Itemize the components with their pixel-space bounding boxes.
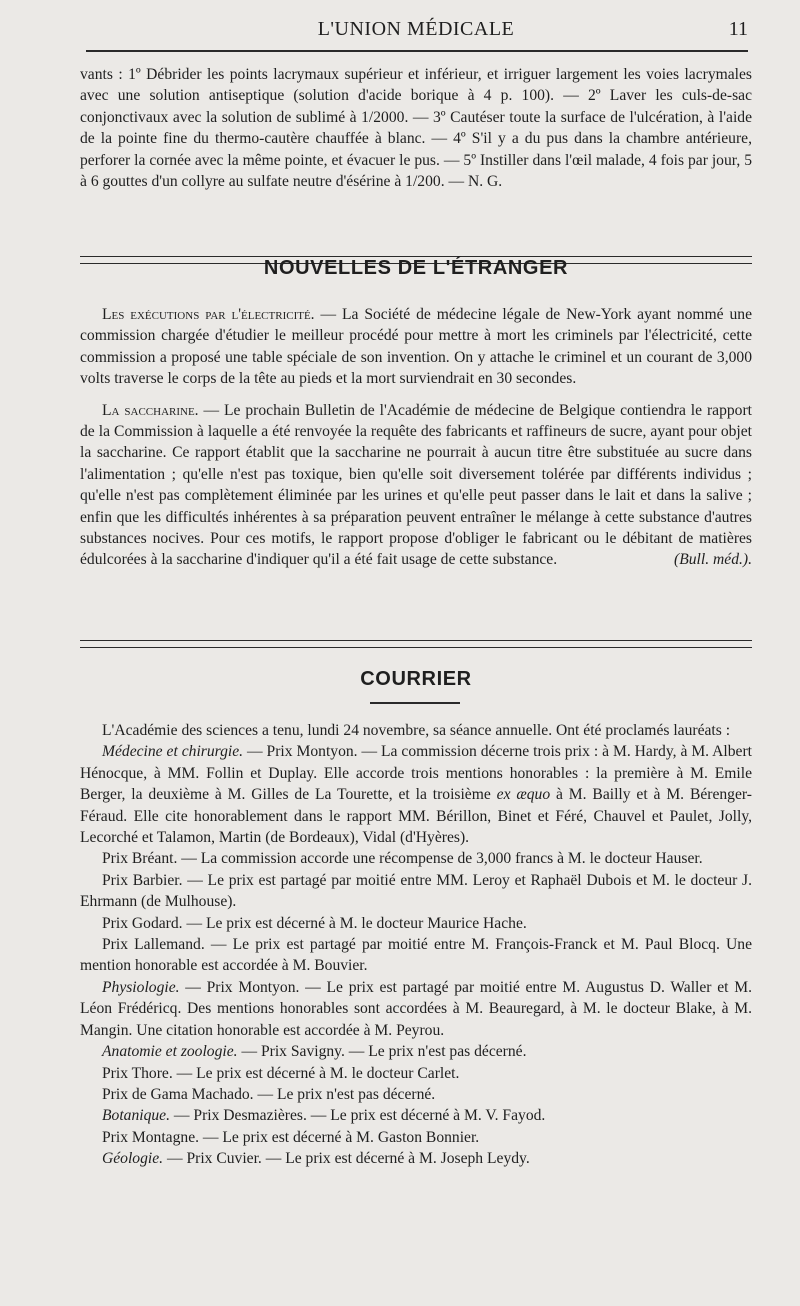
courrier-physiologie — [80, 977, 752, 1041]
courrier-breant: Prix Bréant. — La commission accorde une récompense de 3,000 francs à M. le docteur Hauser. — [102, 850, 703, 868]
anatomie-label: Anatomie et zoologie. — [102, 1043, 238, 1061]
section-divider-2 — [80, 640, 752, 648]
anatomie-text: — Prix Savigny. — Le prix n'est pas décerné. — [237, 1043, 527, 1061]
botanique-text: — Prix Desmazières. — Le prix est décerné à M. V. Fayod. — [170, 1107, 546, 1125]
courrier-anatomie — [80, 1041, 752, 1062]
ex-aequo: ex æquo — [496, 786, 551, 804]
running-header — [78, 14, 754, 48]
header-rule — [86, 50, 748, 52]
etranger-paragraph-1 — [80, 304, 752, 390]
etranger-p1-lead: Les exécutions par l'électricité. — [102, 306, 315, 323]
courrier-botanique — [80, 1105, 752, 1126]
medecine-label: Médecine et chirurgie. — [102, 743, 244, 761]
etranger-p2-source: (Bull. méd.). — [674, 551, 752, 569]
etranger-p1-text: — La Société de médecine légale de New-York ayant nommé une commission chargée d'étudier le meilleur procédé pour mettre à mort les criminels par l'électricité, cette commission a proposé une table spéciale de son invention. On y attache le criminel et un courant de 3,000 volts traverse le corps de la tête au pieds et la mort surviendrait en 30 secondes. — [80, 306, 753, 388]
courrier-medecine — [80, 741, 752, 848]
geologie-label: Géologie. — [102, 1150, 164, 1168]
physio-label: Physiologie. — [102, 978, 180, 996]
courrier-gama: Prix de Gama Machado. — Le prix n'est pas décerné. — [102, 1085, 436, 1103]
botanique-label: Botanique. — [102, 1107, 170, 1125]
physio-text: — Prix Montyon. — Le prix est partagé par moitié entre M. Augustus D. Waller et M. Léon Frédéricq. Des mentions honorables sont accordées à M. Beauregard, à M. le docteur Blake, à M. Mangin. Une citation honorable est accordée à M. Peyrou. — [80, 978, 752, 1039]
section-title-etranger: NOUVELLES DE L'ÉTRANGER — [263, 257, 569, 279]
intro-block — [80, 64, 752, 192]
journal-title: L'UNION MÉDICALE — [317, 18, 515, 40]
courrier-intro: L'Académie des sciences a tenu, lundi 24 novembre, sa séance annuelle. Ont été proclamés lauréats : — [102, 722, 731, 739]
medecine-text: — Prix Montyon. — La commission décerne trois prix : à M. Hardy, à M. Albert Hénocque, à MM. Follin et Duplay. Elle accorde trois mentions honorables : la première à M. Emile Berger, la deuxième à M. Gilles de La Tourette, et la troisième — [80, 743, 752, 804]
intro-paragraph: vants : 1º Débrider les points lacrymaux supérieur et inférieur, et irriguer largement les voies lacrymales avec une solution antiseptique (solution d'acide borique à 4 p. 100). — 2º Laver les culs-de-sac conjonctivaux avec la solution de sublimé à 1/2000. — 3º Cautéser toute la surface de l'ulcération, à l'aide de la pointe fine du thermo-cautère chauffée à blanc. — 4º S'il y a du pus dans la chambre antérieure, perforer la cornée avec la même pointe, et évacuer le pus. — 5º Instiller dans l'œil malade, 4 fois par jour, 5 à 6 gouttes d'un collyre au sulfate neutre d'ésérine à 1/200. — N. G. — [80, 66, 752, 191]
section-title-courrier: COURRIER — [360, 668, 472, 690]
courrier-underline — [370, 702, 460, 704]
courrier-thore: Prix Thore. — Le prix est décerné à M. le docteur Carlet. — [102, 1064, 460, 1082]
courrier-body — [80, 720, 752, 1170]
etranger-body — [80, 304, 752, 571]
etranger-paragraph-2 — [80, 400, 752, 571]
courrier-montagne: Prix Montagne. — Le prix est décerné à M. Gaston Bonnier. — [102, 1128, 480, 1146]
courrier-godard: Prix Godard. — Le prix est décerné à M. le docteur Maurice Hache. — [102, 914, 527, 932]
geologie-text: — Prix Cuvier. — Le prix est décerné à M. Joseph Leydy. — [163, 1150, 530, 1168]
medecine-text-2: à M. Bailly et à M. Bérenger-Féraud. Elle cite honorablement dans le rapport MM. Bérillon, Binet et Féré, Chauvel et Paulet, Jolly, Lecorché et Talamon, Martin (de Bordeaux), Vidal (d'Hyères). — [80, 786, 752, 847]
page-number: 11 — [728, 18, 748, 40]
courrier-geologie — [80, 1148, 752, 1169]
courrier-lallemand: Prix Lallemand. — Le prix est partagé par moitié entre M. François-Franck et M. Paul Blocq. Une mention honorable est accordée à M. Bouvier. — [80, 936, 752, 975]
etranger-p2-lead: La saccharine. — [102, 401, 199, 419]
courrier-barbier: Prix Barbier. — Le prix est partagé par moitié entre MM. Leroy et Raphaël Dubois et M. le docteur J. Ehrmann (de Mulhouse). — [80, 871, 752, 911]
etranger-p2-text: — Le prochain Bulletin de l'Académie de médecine de Belgique contiendra le rapport de la Commission à laquelle a été renvoyée la requête des fabricants et raffineurs de sucre, ayant pour objet la saccharine. Ce rapport établit que la saccharine ne pourrait à aucun titre être substituée au sucre dans l'alimentation ; qu'elle n'est pas toxique, bien qu'elle soit diversement tolérée par différents individus ; qu'elle n'est pas complètement éliminée par les urines et qu'elle peut passer dans le lait et dans la salive ; enfin que les difficultés inhérentes à sa préparation peuvent entraîner le mélange à cette substance d'autres substances nocives. Pour ces motifs, le rapport propose d'obliger le fabricant ou le débitant de matières édulcorées à la saccharine d'indiquer qu'il a été fait usage de cette substance. — [80, 401, 752, 569]
